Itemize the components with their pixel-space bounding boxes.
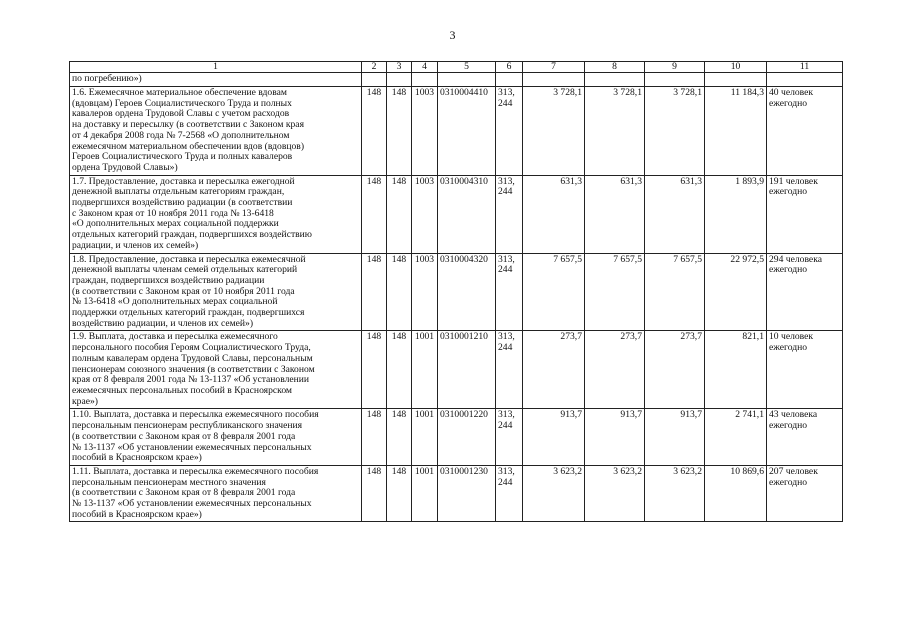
amount-total: 10 869,6 [705,465,767,522]
description-line: (в соответствии с Законом края от 8 февраля 2001 года [72,430,296,442]
description-line: кавалеров ордена Трудовой Славы с учетом расходов [72,108,290,120]
table-cell [705,73,767,87]
grbs-code: 148 [362,175,387,253]
amount-year-1: 3 728,1 [523,87,585,176]
grbs-code: 148 [362,465,387,522]
description-line: 1.7. Предоставление, доставка и пересылка ежегодной [72,175,295,187]
description-line: 1.10. Выплата, доставка и пересылка ежемесячного пособия [72,409,319,421]
column-header: 1 [70,62,362,73]
description-line: ордена Трудовой Славы») [72,161,178,173]
vr-code: 313, 244 [496,253,523,331]
vr-code: 313, 244 [496,409,523,466]
description-line: персональным пенсионерам республиканского значения [72,420,303,432]
table-cell [362,73,387,87]
column-header: 4 [412,62,438,73]
prz-code: 1001 [412,331,438,409]
description-line: поддержки отдельных категорий граждан, подвергшихся [72,307,305,319]
column-header: 2 [362,62,387,73]
description-line: № 13-6418 «О дополнительных мерах социальной [72,296,278,308]
description-line: 1.8. Предоставление, доставка и пересылка ежемесячной [72,253,306,265]
rz-code: 148 [387,175,412,253]
description-line: граждан, подвергшихся воздействию радиации [72,274,265,286]
csr-code: 0310004410 [438,87,496,176]
amount-year-3: 273,7 [645,331,705,409]
column-header: 11 [767,62,843,73]
rz-code: 148 [387,465,412,522]
table-cell [496,73,523,87]
amount-total: 11 184,3 [705,87,767,176]
row-description [70,331,362,409]
table-cell [387,73,412,87]
row-description [70,465,362,522]
description-line: «О дополнительных мерах социальной поддержки [72,218,279,230]
description-line: пособий в Красноярском крае») [72,452,202,464]
description-line: ежемесячном материальном обеспечении вдов (вдовцов) [72,140,305,152]
amount-year-1: 273,7 [523,331,585,409]
prz-code: 1001 [412,409,438,466]
table-row [70,253,843,331]
description-line: денежной выплаты отдельным категориям граждан, [72,186,285,198]
row-description [70,87,362,176]
description-line: пенсионерам союзного значения (в соответствии с Законом [72,363,315,375]
csr-code: 0310001210 [438,331,496,409]
amount-year-3: 631,3 [645,175,705,253]
expected-result: 294 человека ежегодно [767,253,843,331]
amount-year-3: 3 623,2 [645,465,705,522]
description-line: (вдовцам) Героев Социалистического Труда и полных [72,97,292,109]
description-line: радиации, и членов их семей») [72,239,199,251]
description-line: полным кавалерам ордена Трудовой Славы, персональным [72,352,313,364]
amount-total: 1 893,9 [705,175,767,253]
continuation-text: по погребению») [70,73,362,87]
grbs-code: 148 [362,409,387,466]
description-line: на доставку и пересылку (в соответствии с Законом края [72,119,304,131]
vr-code: 313, 244 [496,465,523,522]
prz-code: 1003 [412,175,438,253]
table-row [70,465,843,522]
continuation-row [70,73,843,87]
description-line: (в соответствии с Законом края от 10 ноября 2011 года [72,285,295,297]
description-line: (в соответствии с Законом края от 8 февраля 2001 года [72,487,296,499]
description-line: денежной выплаты членам семей отдельных категорий [72,264,298,276]
description-line: воздействию радиации, и членов их семей») [72,317,254,329]
budget-table [69,61,843,522]
amount-year-1: 631,3 [523,175,585,253]
description-line: № 13-1137 «Об установлении ежемесячных персональных [72,498,312,510]
column-header: 10 [705,62,767,73]
rz-code: 148 [387,409,412,466]
amount-total: 22 972,5 [705,253,767,331]
column-header: 8 [585,62,645,73]
column-header: 7 [523,62,585,73]
page-number: 3 [449,28,456,42]
vr-code: 313, 244 [496,87,523,176]
grbs-code: 148 [362,253,387,331]
description-line: Героев Социалистического Труда и полных кавалеров [72,151,293,163]
amount-total: 2 741,1 [705,409,767,466]
amount-year-3: 7 657,5 [645,253,705,331]
prz-code: 1003 [412,253,438,331]
description-line: пособий в Красноярском крае») [72,508,202,520]
csr-code: 0310001230 [438,465,496,522]
table-cell [412,73,438,87]
grbs-code: 148 [362,87,387,176]
description-line: персонального пособия Героям Социалистического Труда, [72,342,311,354]
table-cell [767,73,843,87]
amount-year-1: 3 623,2 [523,465,585,522]
amount-year-2: 7 657,5 [585,253,645,331]
column-header: 9 [645,62,705,73]
description-line: 1.11. Выплата, доставка и пересылка ежемесячного пособия [72,465,319,477]
table-row [70,409,843,466]
description-line: крае») [72,395,98,407]
expected-result: 10 человек ежегодно [767,331,843,409]
row-description [70,253,362,331]
table-cell [438,73,496,87]
expected-result: 43 человека ежегодно [767,409,843,466]
table-row [70,175,843,253]
description-line: № 13-1137 «Об установлении ежемесячных персональных [72,441,312,453]
table-cell [523,73,585,87]
description-line: ежемесячных персональных пособий в Красноярском [72,384,293,396]
row-description [70,175,362,253]
amount-year-2: 913,7 [585,409,645,466]
prz-code: 1003 [412,87,438,176]
expected-result: 40 человек ежегодно [767,87,843,176]
row-description [70,409,362,466]
table-cell [645,73,705,87]
amount-year-2: 273,7 [585,331,645,409]
table-cell [585,73,645,87]
csr-code: 0310004310 [438,175,496,253]
amount-total: 821,1 [705,331,767,409]
grbs-code: 148 [362,331,387,409]
table-row [70,331,843,409]
description-line: края от 8 февраля 2001 года № 13-1137 «Об установлении [72,374,310,386]
amount-year-2: 3 728,1 [585,87,645,176]
vr-code: 313, 244 [496,175,523,253]
rz-code: 148 [387,253,412,331]
amount-year-2: 3 623,2 [585,465,645,522]
amount-year-1: 7 657,5 [523,253,585,331]
column-header: 3 [387,62,412,73]
column-header: 6 [496,62,523,73]
description-line: 1.6. Ежемесячное материальное обеспечение вдовам [72,87,287,98]
description-line: от 4 декабря 2008 года № 7-2568 «О дополнительном [72,129,290,141]
column-header: 5 [438,62,496,73]
csr-code: 0310001220 [438,409,496,466]
prz-code: 1001 [412,465,438,522]
amount-year-3: 913,7 [645,409,705,466]
table-row [70,87,843,176]
amount-year-1: 913,7 [523,409,585,466]
amount-year-3: 3 728,1 [645,87,705,176]
expected-result: 191 человек ежегодно [767,175,843,253]
csr-code: 0310004320 [438,253,496,331]
vr-code: 313, 244 [496,331,523,409]
header-row [70,62,843,73]
description-line: отдельных категорий граждан, подвергшихся воздействию [72,229,312,241]
description-line: 1.9. Выплата, доставка и пересылка ежемесячного [72,331,278,343]
rz-code: 148 [387,87,412,176]
description-line: персональным пенсионерам местного значения [72,476,266,488]
description-line: с Законом края от 10 ноября 2011 года № 13-6418 [72,207,274,219]
expected-result: 207 человек ежегодно [767,465,843,522]
rz-code: 148 [387,331,412,409]
amount-year-2: 631,3 [585,175,645,253]
description-line: подвергшихся воздействию радиации (в соответствии [72,197,293,209]
